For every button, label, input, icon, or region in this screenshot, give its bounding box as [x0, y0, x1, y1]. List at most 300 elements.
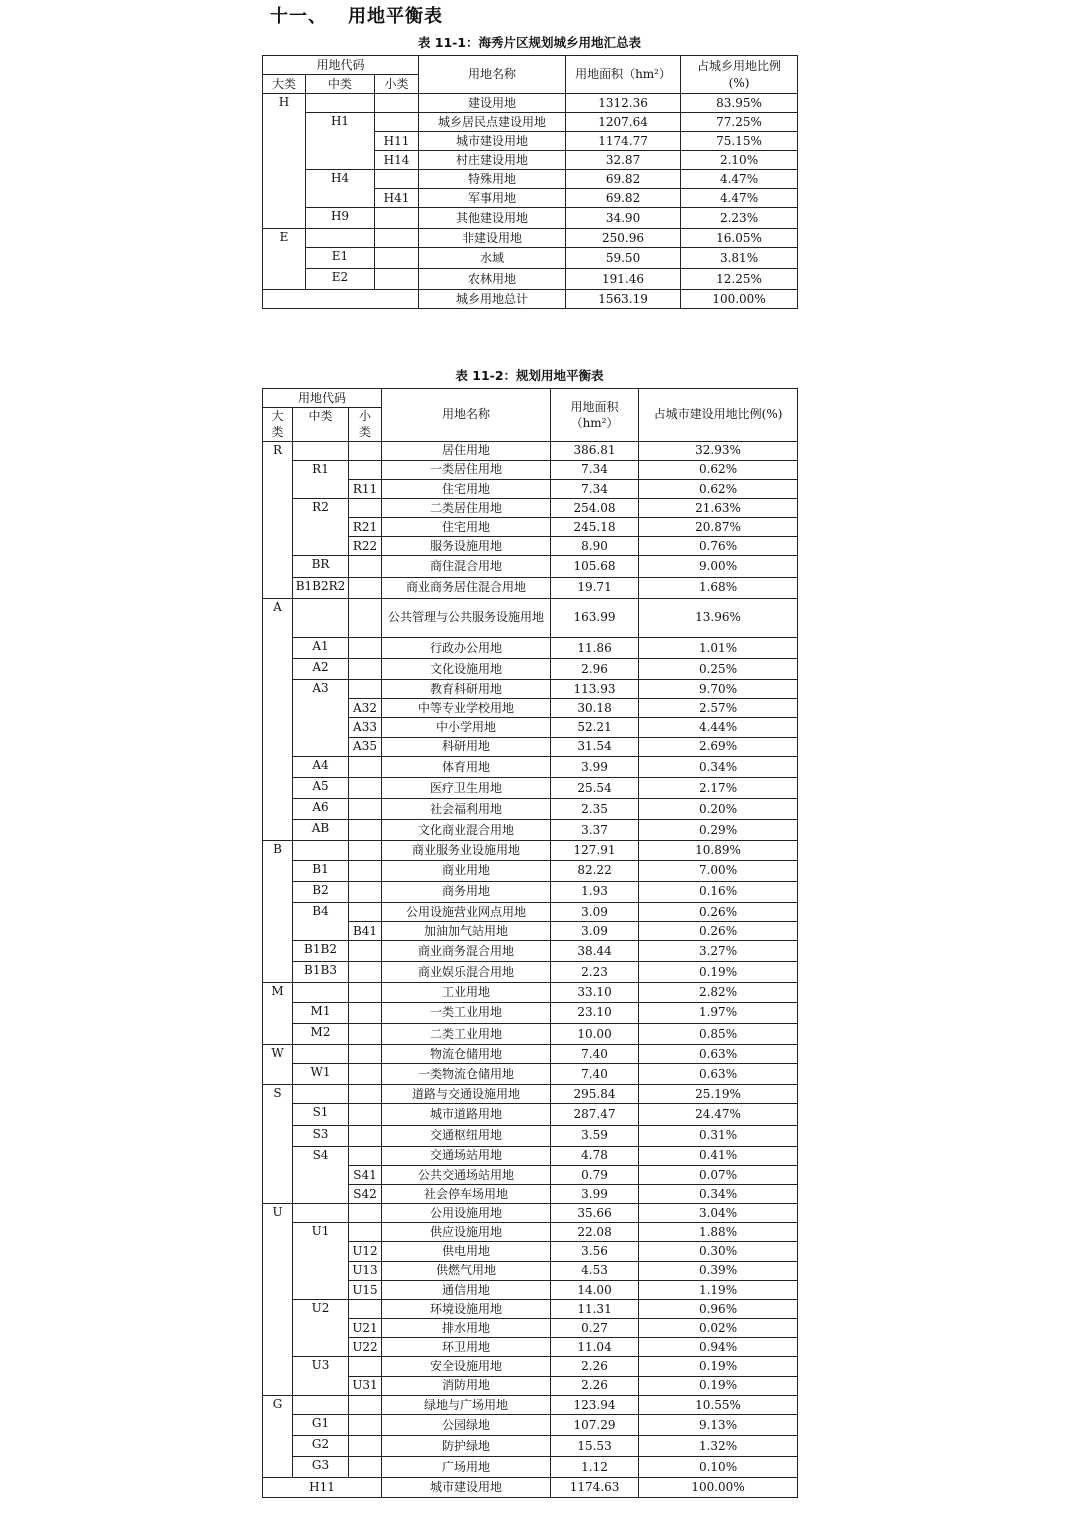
- minor-code-cell: [349, 460, 382, 479]
- medium-code-cell: [306, 229, 375, 248]
- table2-header-minor: 小 类: [349, 408, 382, 441]
- table1-header-row-1: [263, 56, 798, 75]
- ratio-cell: 0.10%: [639, 1457, 798, 1478]
- area-cell: 1174.77: [566, 132, 681, 151]
- medium-code-cell: [293, 598, 349, 637]
- ratio-cell: 1.01%: [639, 637, 798, 658]
- land-use-name-cell: 商业商务混合用地: [382, 941, 551, 962]
- land-use-name-cell: 交通枢纽用地: [382, 1125, 551, 1146]
- area-cell: 163.99: [551, 598, 639, 637]
- ratio-cell: 1.68%: [639, 577, 798, 598]
- total-row: [263, 1478, 798, 1497]
- ratio-cell: 0.16%: [639, 881, 798, 902]
- minor-code-cell: [349, 820, 382, 841]
- ratio-cell: 25.19%: [639, 1085, 798, 1104]
- medium-code-cell: S4: [293, 1146, 349, 1203]
- total-code-cell: [263, 290, 419, 309]
- table-row: [263, 208, 798, 229]
- area-cell: 32.87: [566, 151, 681, 170]
- minor-code-cell: U15: [349, 1280, 382, 1299]
- land-use-name-cell: 排水用地: [382, 1319, 551, 1338]
- area-cell: 2.26: [551, 1357, 639, 1376]
- area-cell: 30.18: [551, 699, 639, 718]
- medium-code-cell: U2: [293, 1299, 349, 1356]
- minor-code-cell: U13: [349, 1261, 382, 1280]
- table-row: [263, 1044, 798, 1063]
- total-name-cell: 城乡用地总计: [419, 290, 566, 309]
- major-code-cell: M: [263, 983, 293, 1044]
- ratio-cell: 0.94%: [639, 1338, 798, 1357]
- area-cell: 107.29: [551, 1414, 639, 1435]
- medium-code-cell: M2: [293, 1023, 349, 1044]
- land-use-name-cell: 安全设施用地: [382, 1357, 551, 1376]
- table-row: [263, 1125, 798, 1146]
- ratio-cell: 10.55%: [639, 1395, 798, 1414]
- ratio-cell: 13.96%: [639, 598, 798, 637]
- minor-code-cell: [349, 962, 382, 983]
- land-use-name-cell: 体育用地: [382, 756, 551, 777]
- minor-code-cell: U22: [349, 1338, 382, 1357]
- table-row: [263, 577, 798, 598]
- area-cell: 31.54: [551, 737, 639, 756]
- ratio-cell: 0.02%: [639, 1319, 798, 1338]
- table-row: [263, 1002, 798, 1023]
- table-row: [263, 113, 798, 132]
- land-use-name-cell: 军事用地: [419, 189, 566, 208]
- table1-header-code: 用地代码: [263, 56, 419, 75]
- minor-code-cell: [349, 1125, 382, 1146]
- minor-code-cell: [349, 1002, 382, 1023]
- minor-code-cell: R22: [349, 537, 382, 556]
- minor-code-cell: [349, 499, 382, 518]
- land-use-name-cell: 文化设施用地: [382, 658, 551, 679]
- table1-header-ratio: 占城乡用地比例 (%): [681, 56, 798, 94]
- minor-code-cell: [349, 799, 382, 820]
- land-use-name-cell: 行政办公用地: [382, 637, 551, 658]
- ratio-cell: 0.19%: [639, 1376, 798, 1395]
- medium-code-cell: U3: [293, 1357, 349, 1395]
- section-heading: [270, 2, 443, 28]
- land-use-name-cell: 居住用地: [382, 441, 551, 460]
- table-row: [263, 820, 798, 841]
- land-use-name-cell: 广场用地: [382, 1457, 551, 1478]
- major-code-cell: R: [263, 441, 293, 598]
- total-ratio-cell: 100.00%: [681, 290, 798, 309]
- section-number: 十一、: [270, 6, 327, 27]
- area-cell: 59.50: [566, 248, 681, 269]
- table2-header-code: 用地代码: [263, 389, 382, 408]
- medium-code-cell: [293, 1204, 349, 1223]
- land-use-name-cell: 建设用地: [419, 94, 566, 113]
- table-row: [263, 983, 798, 1002]
- area-cell: 7.40: [551, 1044, 639, 1063]
- medium-code-cell: M1: [293, 1002, 349, 1023]
- table1-header-medium: 中类: [306, 75, 375, 94]
- major-code-cell: B: [263, 841, 293, 983]
- table-row: [263, 658, 798, 679]
- ratio-cell: 4.47%: [681, 189, 798, 208]
- land-use-name-cell: 绿地与广场用地: [382, 1395, 551, 1414]
- ratio-cell: 16.05%: [681, 229, 798, 248]
- area-cell: 127.91: [551, 841, 639, 860]
- land-use-name-cell: 其他建设用地: [419, 208, 566, 229]
- ratio-cell: 0.31%: [639, 1125, 798, 1146]
- minor-code-cell: [375, 208, 419, 229]
- medium-code-cell: B4: [293, 902, 349, 940]
- area-cell: 33.10: [551, 983, 639, 1002]
- ratio-cell: 75.15%: [681, 132, 798, 151]
- ratio-cell: 21.63%: [639, 499, 798, 518]
- medium-code-cell: S1: [293, 1104, 349, 1125]
- area-cell: 3.59: [551, 1125, 639, 1146]
- medium-code-cell: H1: [306, 113, 375, 170]
- table1-header-minor: 小类: [375, 75, 419, 94]
- land-use-name-cell: 商务用地: [382, 881, 551, 902]
- ratio-cell: 0.19%: [639, 962, 798, 983]
- total-ratio-cell: 100.00%: [639, 1478, 798, 1497]
- medium-code-cell: A5: [293, 777, 349, 798]
- land-use-name-cell: 一类居住用地: [382, 460, 551, 479]
- area-cell: 1207.64: [566, 113, 681, 132]
- major-code-cell: A: [263, 598, 293, 841]
- table-row: [263, 637, 798, 658]
- table-row: [263, 269, 798, 290]
- area-cell: 82.22: [551, 860, 639, 881]
- ratio-cell: 10.89%: [639, 841, 798, 860]
- area-cell: 295.84: [551, 1085, 639, 1104]
- minor-code-cell: [349, 637, 382, 658]
- table-row: [263, 248, 798, 269]
- minor-code-cell: [375, 248, 419, 269]
- minor-code-cell: [375, 113, 419, 132]
- area-cell: 11.31: [551, 1299, 639, 1318]
- table-row: [263, 860, 798, 881]
- minor-code-cell: [349, 860, 382, 881]
- table2-body: [263, 441, 798, 1497]
- area-cell: 4.78: [551, 1146, 639, 1165]
- area-cell: 7.34: [551, 479, 639, 498]
- land-use-name-cell: 环境设施用地: [382, 1299, 551, 1318]
- ratio-cell: 0.85%: [639, 1023, 798, 1044]
- minor-code-cell: [349, 1395, 382, 1414]
- area-cell: 113.93: [551, 680, 639, 699]
- minor-code-cell: A35: [349, 737, 382, 756]
- ratio-cell: 2.57%: [639, 699, 798, 718]
- medium-code-cell: A1: [293, 637, 349, 658]
- total-area-cell: 1563.19: [566, 290, 681, 309]
- land-use-name-cell: 住宅用地: [382, 479, 551, 498]
- minor-code-cell: [349, 1085, 382, 1104]
- ratio-cell: 2.17%: [639, 777, 798, 798]
- medium-code-cell: W1: [293, 1064, 349, 1085]
- ratio-cell: 1.88%: [639, 1223, 798, 1242]
- ratio-cell: 1.97%: [639, 1002, 798, 1023]
- ratio-cell: 4.44%: [639, 718, 798, 737]
- area-cell: 3.09: [551, 921, 639, 940]
- land-use-name-cell: 城市道路用地: [382, 1104, 551, 1125]
- area-cell: 14.00: [551, 1280, 639, 1299]
- land-use-name-cell: 供燃气用地: [382, 1261, 551, 1280]
- minor-code-cell: [375, 229, 419, 248]
- area-cell: 11.86: [551, 637, 639, 658]
- land-use-name-cell: 一类工业用地: [382, 1002, 551, 1023]
- land-use-name-cell: 一类物流仓储用地: [382, 1064, 551, 1085]
- minor-code-cell: [349, 1457, 382, 1478]
- table1-body: [263, 94, 798, 309]
- table-row: [263, 499, 798, 518]
- medium-code-cell: A2: [293, 658, 349, 679]
- area-cell: 10.00: [551, 1023, 639, 1044]
- minor-code-cell: R21: [349, 518, 382, 537]
- area-cell: 23.10: [551, 1002, 639, 1023]
- table-row: [263, 1414, 798, 1435]
- ratio-cell: 9.00%: [639, 556, 798, 577]
- area-cell: 25.54: [551, 777, 639, 798]
- urban-rural-land-summary-table: [262, 55, 798, 309]
- table1-header-name: 用地名称: [419, 56, 566, 94]
- area-cell: 105.68: [551, 556, 639, 577]
- minor-code-cell: [349, 658, 382, 679]
- ratio-cell: 0.34%: [639, 1185, 798, 1204]
- medium-code-cell: [306, 94, 375, 113]
- area-cell: 3.99: [551, 1185, 639, 1204]
- medium-code-cell: G1: [293, 1414, 349, 1435]
- table-row: [263, 1023, 798, 1044]
- ratio-cell: 0.20%: [639, 799, 798, 820]
- land-use-name-cell: 公用设施用地: [382, 1204, 551, 1223]
- ratio-cell: 0.25%: [639, 658, 798, 679]
- land-use-name-cell: 中小学用地: [382, 718, 551, 737]
- medium-code-cell: B1B2R2: [293, 577, 349, 598]
- ratio-cell: 3.27%: [639, 941, 798, 962]
- area-cell: 3.37: [551, 820, 639, 841]
- ratio-cell: 9.13%: [639, 1414, 798, 1435]
- minor-code-cell: [349, 1204, 382, 1223]
- table-row: [263, 799, 798, 820]
- minor-code-cell: U21: [349, 1319, 382, 1338]
- minor-code-cell: U12: [349, 1242, 382, 1261]
- land-use-name-cell: 社会福利用地: [382, 799, 551, 820]
- table-row: [263, 1104, 798, 1125]
- area-cell: 3.09: [551, 902, 639, 921]
- medium-code-cell: U1: [293, 1223, 349, 1300]
- ratio-cell: 0.96%: [639, 1299, 798, 1318]
- minor-code-cell: U31: [349, 1376, 382, 1395]
- ratio-cell: 3.04%: [639, 1204, 798, 1223]
- minor-code-cell: [349, 598, 382, 637]
- table2-header-row-1: [263, 389, 798, 408]
- medium-code-cell: [293, 1395, 349, 1414]
- total-name-cell: 城市建设用地: [382, 1478, 551, 1497]
- area-cell: 7.34: [551, 460, 639, 479]
- area-cell: 0.27: [551, 1319, 639, 1338]
- table2-caption: 表 11-2：规划用地平衡表: [455, 368, 604, 383]
- ratio-cell: 0.62%: [639, 460, 798, 479]
- ratio-cell: 24.47%: [639, 1104, 798, 1125]
- land-use-name-cell: 交通场站用地: [382, 1146, 551, 1165]
- section-title: 用地平衡表: [348, 6, 443, 27]
- land-use-name-cell: 消防用地: [382, 1376, 551, 1395]
- land-use-name-cell: 防护绿地: [382, 1436, 551, 1457]
- table2-header-area: 用地面积 （hm²）: [551, 389, 639, 442]
- minor-code-cell: [375, 170, 419, 189]
- area-cell: 2.35: [551, 799, 639, 820]
- land-use-name-cell: 物流仓储用地: [382, 1044, 551, 1063]
- table-row: [263, 170, 798, 189]
- table-row: [263, 1064, 798, 1085]
- ratio-cell: 0.41%: [639, 1146, 798, 1165]
- area-cell: 2.23: [551, 962, 639, 983]
- medium-code-cell: A3: [293, 680, 349, 757]
- land-use-name-cell: 教育科研用地: [382, 680, 551, 699]
- medium-code-cell: [293, 441, 349, 460]
- ratio-cell: 0.26%: [639, 921, 798, 940]
- minor-code-cell: [349, 1146, 382, 1165]
- medium-code-cell: [293, 1085, 349, 1104]
- table-row: [263, 962, 798, 983]
- table-row: [263, 1146, 798, 1165]
- area-cell: 287.47: [551, 1104, 639, 1125]
- minor-code-cell: [375, 94, 419, 113]
- minor-code-cell: [349, 1299, 382, 1318]
- land-use-name-cell: 商业商务居住混合用地: [382, 577, 551, 598]
- minor-code-cell: [349, 941, 382, 962]
- land-use-name-cell: 工业用地: [382, 983, 551, 1002]
- area-cell: 35.66: [551, 1204, 639, 1223]
- ratio-cell: 12.25%: [681, 269, 798, 290]
- land-use-name-cell: 道路与交通设施用地: [382, 1085, 551, 1104]
- land-use-name-cell: 公共管理与公共服务设施用地: [382, 598, 551, 637]
- table-row: [263, 1436, 798, 1457]
- ratio-cell: 7.00%: [639, 860, 798, 881]
- land-use-name-cell: 医疗卫生用地: [382, 777, 551, 798]
- total-area-cell: 1174.63: [551, 1478, 639, 1497]
- area-cell: 8.90: [551, 537, 639, 556]
- area-cell: 4.53: [551, 1261, 639, 1280]
- medium-code-cell: [293, 983, 349, 1002]
- ratio-cell: 0.30%: [639, 1242, 798, 1261]
- medium-code-cell: H4: [306, 170, 375, 208]
- ratio-cell: 9.70%: [639, 680, 798, 699]
- table-row: [263, 941, 798, 962]
- medium-code-cell: R2: [293, 499, 349, 556]
- ratio-cell: 0.07%: [639, 1165, 798, 1184]
- medium-code-cell: BR: [293, 556, 349, 577]
- minor-code-cell: H41: [375, 189, 419, 208]
- table-row: [263, 841, 798, 860]
- land-use-name-cell: 通信用地: [382, 1280, 551, 1299]
- medium-code-cell: [293, 841, 349, 860]
- minor-code-cell: [349, 1064, 382, 1085]
- table-row: [263, 756, 798, 777]
- area-cell: 69.82: [566, 189, 681, 208]
- ratio-cell: 77.25%: [681, 113, 798, 132]
- area-cell: 15.53: [551, 1436, 639, 1457]
- minor-code-cell: A32: [349, 699, 382, 718]
- ratio-cell: 0.63%: [639, 1064, 798, 1085]
- medium-code-cell: S3: [293, 1125, 349, 1146]
- minor-code-cell: [349, 881, 382, 902]
- medium-code-cell: AB: [293, 820, 349, 841]
- table-row: [263, 777, 798, 798]
- table-row: [263, 1357, 798, 1376]
- land-use-name-cell: 中等专业学校用地: [382, 699, 551, 718]
- minor-code-cell: A33: [349, 718, 382, 737]
- table-row: [263, 598, 798, 637]
- medium-code-cell: G3: [293, 1457, 349, 1478]
- minor-code-cell: B41: [349, 921, 382, 940]
- table1-header-area: 用地面积（hm²）: [566, 56, 681, 94]
- table-row: [263, 902, 798, 921]
- table2-header-medium: 中类: [293, 408, 349, 441]
- area-cell: 3.99: [551, 756, 639, 777]
- major-code-cell: G: [263, 1395, 293, 1478]
- medium-code-cell: E1: [306, 248, 375, 269]
- minor-code-cell: [349, 902, 382, 921]
- land-use-name-cell: 水域: [419, 248, 566, 269]
- ratio-cell: 0.19%: [639, 1357, 798, 1376]
- table1-header-major: 大类: [263, 75, 306, 94]
- table-row: [263, 229, 798, 248]
- table-row: [263, 441, 798, 460]
- major-code-cell: W: [263, 1044, 293, 1084]
- table2-header-ratio: 占城市建设用地比例(%): [639, 389, 798, 442]
- table-row: [263, 1085, 798, 1104]
- ratio-cell: 20.87%: [639, 518, 798, 537]
- medium-code-cell: G2: [293, 1436, 349, 1457]
- ratio-cell: 3.81%: [681, 248, 798, 269]
- medium-code-cell: B1: [293, 860, 349, 881]
- land-use-name-cell: 科研用地: [382, 737, 551, 756]
- ratio-cell: 83.95%: [681, 94, 798, 113]
- table-row: [263, 1299, 798, 1318]
- table-row: [263, 94, 798, 113]
- minor-code-cell: [349, 441, 382, 460]
- ratio-cell: 2.10%: [681, 151, 798, 170]
- area-cell: 69.82: [566, 170, 681, 189]
- area-cell: 386.81: [551, 441, 639, 460]
- land-use-name-cell: 供电用地: [382, 1242, 551, 1261]
- minor-code-cell: [349, 841, 382, 860]
- area-cell: 1312.36: [566, 94, 681, 113]
- minor-code-cell: [349, 1436, 382, 1457]
- area-cell: 7.40: [551, 1064, 639, 1085]
- minor-code-cell: [349, 756, 382, 777]
- land-use-name-cell: 特殊用地: [419, 170, 566, 189]
- major-code-cell: S: [263, 1085, 293, 1204]
- area-cell: 22.08: [551, 1223, 639, 1242]
- land-use-name-cell: 商住混合用地: [382, 556, 551, 577]
- ratio-cell: 0.39%: [639, 1261, 798, 1280]
- ratio-cell: 2.82%: [639, 983, 798, 1002]
- land-use-name-cell: 二类工业用地: [382, 1023, 551, 1044]
- ratio-cell: 4.47%: [681, 170, 798, 189]
- medium-code-cell: R1: [293, 460, 349, 498]
- minor-code-cell: [375, 269, 419, 290]
- minor-code-cell: [349, 983, 382, 1002]
- area-cell: 52.21: [551, 718, 639, 737]
- area-cell: 0.79: [551, 1165, 639, 1184]
- land-use-name-cell: 二类居住用地: [382, 499, 551, 518]
- area-cell: 254.08: [551, 499, 639, 518]
- ratio-cell: 0.26%: [639, 902, 798, 921]
- medium-code-cell: [293, 1044, 349, 1063]
- area-cell: 38.44: [551, 941, 639, 962]
- major-code-cell: E: [263, 229, 306, 290]
- minor-code-cell: [349, 777, 382, 798]
- land-use-name-cell: 公共交通场站用地: [382, 1165, 551, 1184]
- area-cell: 11.04: [551, 1338, 639, 1357]
